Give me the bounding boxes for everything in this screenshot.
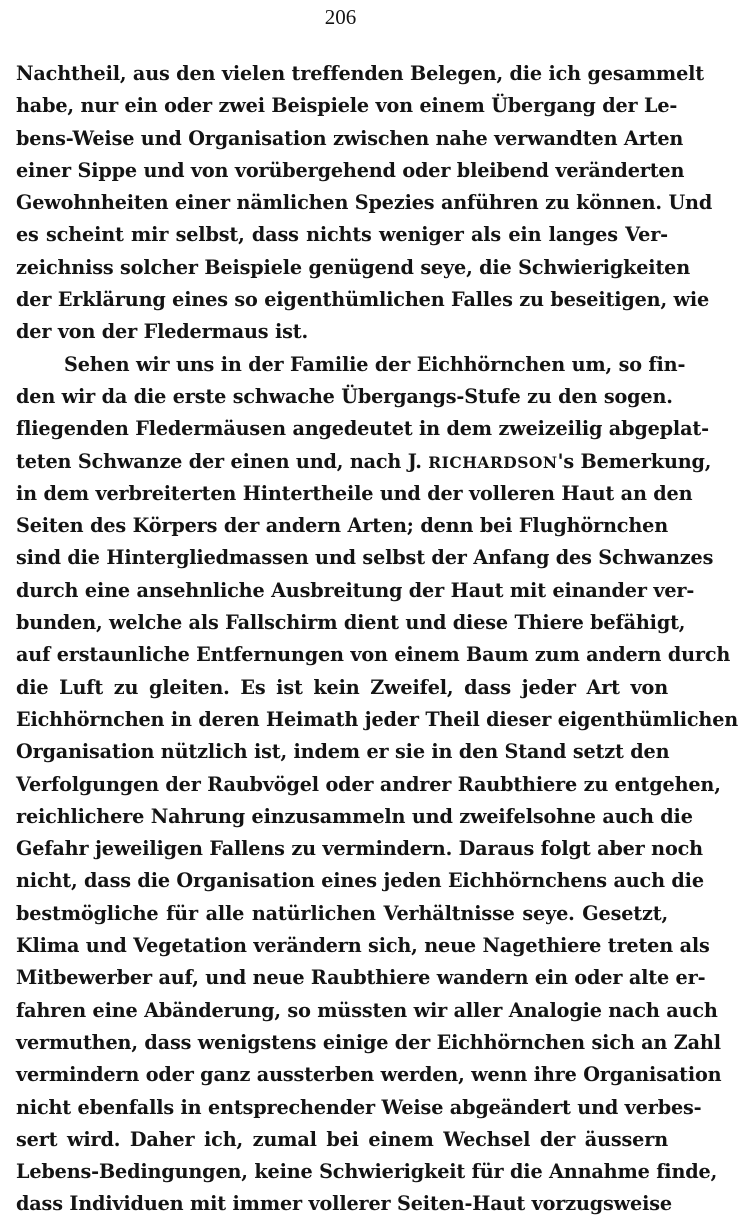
text-line: Lebens-Bedingungen, keine Schwierigkeit für die Annahme finde, [16,1160,718,1184]
text-line: sert wird. Daher ich, zumal bei einem Wechsel der äussern [16,1127,668,1151]
text-line: bens-Weise und Organisation zwischen nahe verwandten Arten [16,126,684,150]
text-line: Nachtheil, aus den vielen treffenden Belegen, die ich gesammelt [16,62,704,85]
text-line-with-author [16,446,712,478]
text-line: nicht, dass die Organisation eines jeden Eichhörnchens auch die [16,869,704,893]
text-line: der Erklärung eines so eigenthümlichen Falles zu beseitigen, wie [16,288,710,312]
text-line: reichlichere Nahrung einzusammeln und zweifelsohne auch die [16,804,693,828]
text-line: Eichhörnchen in deren Heimath jeder Theil dieser eigenthümlichen [16,707,738,731]
text-line: habe, nur ein oder zwei Beispiele von einem Übergang der Le- [16,94,678,118]
text-line: fliegenden Fledermäusen angedeutet in dem zweizeilig abgeplat- [16,417,709,441]
text-line: der von der Fledermaus ist. [16,320,309,344]
text-line: einer Sippe und von vorübergehend oder bleibend veränderten [16,158,685,182]
text-line: Organisation nützlich ist, indem er sie in den Stand setzt den [16,740,670,764]
text-segment: 's Bemerkung, [557,449,712,473]
text-line: Gewohnheiten einer nämlichen Spezies anführen zu können. Und [16,191,713,215]
text-line: vermuthen, dass wenigstens einige der Eichhörnchen sich an Zahl [16,1030,721,1054]
text-line: Sehen wir uns in der Familie der Eichhörnchen um, so fin- [64,352,686,376]
text-segment: teten Schwanze der einen und, nach J. [16,449,429,473]
text-line: Verfolgungen der Raubvögel oder andrer Raubthiere zu entgehen, [16,772,721,796]
text-line: fahren eine Abänderung, so müssten wir aller Analogie nach auch [16,998,718,1022]
text-line: Seiten des Körpers der andern Arten; denn bei Flughörnchen [16,514,668,538]
text-line: dass Individuen mit immer vollerer Seiten-Haut vorzugsweise [16,1192,672,1216]
text-line: es scheint mir selbst, dass nichts weniger als ein langes Ver- [16,223,668,247]
text-line: die Luft zu gleiten. Es ist kein Zweifel, dass jeder Art von [16,675,668,699]
text-line: sind die Hintergliedmassen und selbst der Anfang des Schwanzes [16,546,714,570]
text-line: den wir da die erste schwache Übergangs-Stufe zu den sogen. [16,384,673,408]
text-line: bunden, welche als Fallschirm dient und diese Thiere befähigt, [16,611,686,635]
text-line: zeichniss solcher Beispiele genügend seye, die Schwierigkeiten [16,255,691,279]
page-number: 206 [324,5,357,29]
text-line: nicht ebenfalls in entsprechender Weise abgeändert und verbes- [16,1095,702,1119]
text-line: vermindern oder ganz aussterben werden, wenn ihre Organisation [16,1063,722,1087]
author-name-smallcaps: RICHARDSON [428,452,558,472]
body-text [16,58,738,1221]
text-line: durch eine ansehnliche Ausbreitung der Haut mit einander ver- [16,578,695,602]
text-line: auf erstaunliche Entfernungen von einem Baum zum andern durch [16,643,731,667]
text-line: Klima und Vegetation verändern sich, neue Nagethiere treten als [16,934,710,958]
text-line: Gefahr jeweiligen Fallens zu vermindern. Daraus folgt aber noch [16,837,703,861]
text-line: in dem verbreiterten Hintertheile und der volleren Haut an den [16,481,693,505]
text-line: bestmögliche für alle natürlichen Verhältnisse seye. Gesetzt, [16,901,668,925]
text-line: Mitbewerber auf, und neue Raubthiere wandern ein oder alte er- [16,966,706,990]
